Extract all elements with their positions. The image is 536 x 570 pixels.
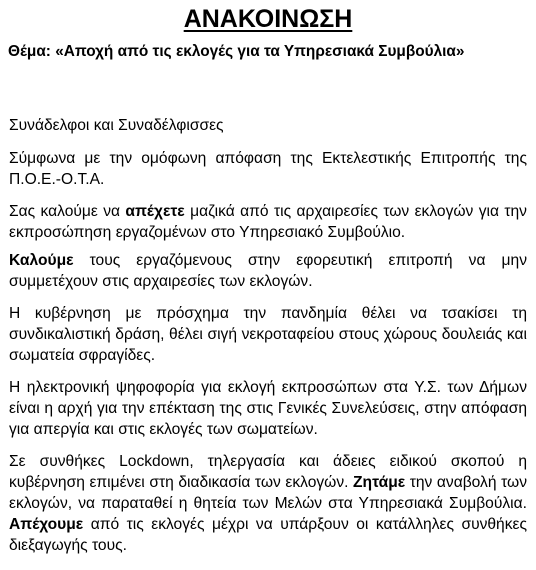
emphasis-we-abstain: Απέχουμε <box>9 516 84 533</box>
emphasis-call: Καλούμε <box>9 252 74 269</box>
paragraph-electronic-voting: Η ηλεκτρονική ψηφοφορία για εκλογή εκπροσώπων στα Υ.Σ. των Δήμων είναι η αρχή για την επέκταση της στις Γενικές Συνελεύσεις, στην απόφαση για απεργία και στις εκλογές των σωματείων. <box>9 379 527 438</box>
subject-line: Θέμα: «Αποχή από τις εκλογές για τα Υπηρεσιακά Συμβούλια» <box>8 43 465 60</box>
page-title <box>0 4 536 34</box>
greeting: Συνάδελφοι και Συναδέλφισσες <box>9 117 224 134</box>
emphasis-demand: Ζητάμε <box>353 474 406 491</box>
emphasis-abstain: απέχετε <box>125 203 185 220</box>
paragraph-text: από τις εκλογές μέχρι να υπάρξουν οι κατάλληλες συνθήκες διεξαγωγής τους. <box>9 516 527 554</box>
paragraph-election-committee <box>9 250 527 292</box>
paragraph-government-pandemic: Η κυβέρνηση με πρόσχημα την πανδημία θέλει να τσακίσει τη συνδικαλιστική δράση, θέλει σιγή νεκροταφείου στους χώρους δουλειάς και σωματεία σφραγίδες. <box>9 305 527 364</box>
paragraph-text: την αναβολή των εκλογών, να παραταθεί η θητεία των Μελών στα Υπηρεσιακά Συμβούλια. <box>9 474 527 512</box>
paragraph-text: μαζικά από τις αρχαιρεσίες των εκλογών για την εκπροσώπηση εργαζομένων στο Υπηρεσιακό Συμβούλιο. <box>9 203 527 241</box>
paragraph-abstain-call <box>9 201 527 243</box>
paragraph-lockdown-demands <box>9 451 527 556</box>
paragraph-decision: Σύμφωνα με την ομόφωνη απόφαση της Εκτελεστικής Επιτροπής της Π.Ο.Ε.-Ο.Τ.Α. <box>9 150 527 188</box>
title-text: ΑΝΑΚΟΙΝΩΣΗ <box>183 5 353 33</box>
paragraph-text: Σας καλούμε να <box>9 203 126 220</box>
paragraph-text: τους εργαζόμενους στην εφορευτική επιτροπή να μην συμμετέχουν στις αρχαιρεσίες των εκλογών. <box>9 252 527 290</box>
paragraph-text: Σε συνθήκες Lockdown, τηλεργασία και άδειες ειδικού σκοπού η κυβέρνηση επιμένει στη διαδικασία των εκλογών. <box>9 453 527 491</box>
